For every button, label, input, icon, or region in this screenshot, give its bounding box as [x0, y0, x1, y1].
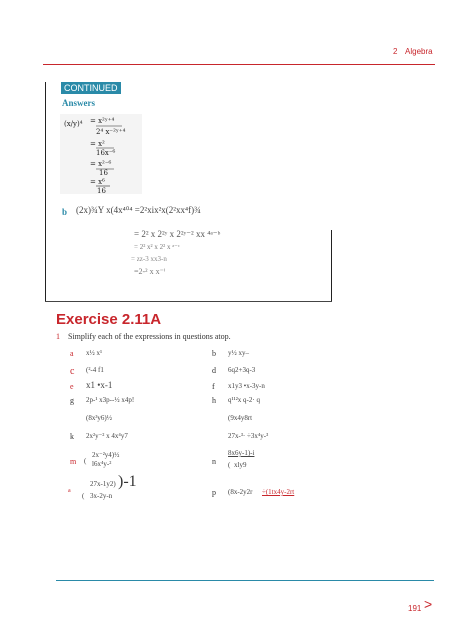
item-e-label: e [70, 382, 74, 391]
item-m-label: m [70, 457, 77, 466]
svg-text:= x²⁻⁶: = x²⁻⁶ [90, 160, 112, 168]
item-k-label: k [70, 432, 74, 441]
item-c-label: c [70, 366, 75, 377]
continued-banner: CONTINUED [61, 82, 121, 94]
svg-text:= x²: = x² [90, 140, 105, 148]
item-m-paren: ( [84, 457, 87, 465]
item-o-numerator: 27x-1y2) [90, 480, 116, 488]
item-o-paren: ( [82, 492, 85, 500]
item-n-label: n [212, 457, 216, 466]
item-n-paren: ( [228, 461, 231, 469]
item-p-expression: (8x-2y2r [228, 488, 253, 496]
item-f-expression: x1y3 •x-3y-n [228, 382, 265, 390]
next-page-arrow[interactable]: > [424, 596, 433, 612]
item-n-numerator: 8x6y-1)-i [228, 449, 255, 457]
item-b-expression: y½ xy– [228, 349, 249, 357]
header-divider [43, 64, 435, 65]
svg-text:(x/y)⁴: (x/y)⁴ [64, 120, 83, 128]
item-i-expression: (8x³y6)½ [86, 414, 113, 422]
item-a-label: a [70, 349, 74, 358]
svg-text:2⁴ x⁻²ʸ⁺⁴: 2⁴ x⁻²ʸ⁺⁴ [96, 128, 126, 136]
footer-divider [56, 580, 434, 581]
chapter-title: Algebra [405, 47, 433, 56]
part-b-step-3: = zz-3 xx3-n [131, 255, 167, 263]
question-number: 1 [56, 332, 60, 341]
item-m-denominator: l6x⁴y-² [92, 460, 112, 468]
svg-text:16: 16 [99, 169, 108, 177]
item-p-label: p [212, 488, 216, 497]
item-f-label: f [212, 382, 215, 391]
item-c-expression: (²-4 f1 [86, 366, 104, 374]
item-a-expression: x½ x¹ [86, 349, 103, 357]
item-o-denominator: 3x-2y-n [90, 492, 113, 500]
item-o-label: a [68, 488, 71, 494]
svg-text:16x⁻⁶: 16x⁻⁶ [96, 149, 116, 157]
part-b-step-2: = 2² x² x 2² x ᵃ⁻ᶜ [134, 243, 180, 251]
item-d-expression: 6q2+3q-3 [228, 366, 256, 374]
item-m-numerator: 2x⁻²y4)½ [92, 451, 120, 459]
item-g-expression: 2p-¹ x3p--½ x4p! [86, 396, 135, 404]
svg-text:= x²ʸ⁺⁴: = x²ʸ⁺⁴ [90, 117, 115, 125]
item-k-expression: 2x²y⁻² x 4x⁴y7 [86, 432, 128, 440]
item-b-label: b [212, 349, 216, 358]
svg-text:16: 16 [97, 187, 106, 194]
item-n-denominator: xly9 [234, 461, 247, 469]
question-text: Simplify each of the expressions in questions atop. [68, 332, 231, 341]
exercise-title: Exercise 2.11A [56, 311, 162, 328]
chapter-number: 2 [393, 47, 398, 56]
box-right-border [331, 230, 332, 302]
part-b-step-4: =2-² x x⁻ⁱ [134, 267, 166, 276]
worked-solution-image [60, 114, 142, 194]
item-o-exponent: )-1 [118, 473, 137, 490]
box-left-border [45, 82, 46, 302]
item-h-label: h [212, 396, 216, 405]
answers-heading: Answers [62, 98, 95, 108]
item-h-expression: q¹¹²x q-2· q [228, 396, 260, 404]
item-g-label: g [70, 396, 74, 405]
item-l-expression: 27x-³· ÷3x⁴y-³ [228, 432, 269, 440]
item-d-label: d [212, 366, 216, 375]
part-b-expression: (2x)¾Y x(4x⁴⁰⁴ =2²xix²x(2²xx⁴f)¾ [76, 205, 201, 215]
part-b-label: b [62, 207, 68, 217]
page-number: 191 [408, 604, 422, 613]
part-b-step-1: = 2² x 2²ʸ x 2²ʸ⁻² xx ⁴ᵃ⁻ᵇ [134, 229, 221, 239]
box-bottom-border [45, 301, 332, 302]
item-p-divisor: ÷(1tx4y-2rt [262, 488, 295, 496]
item-e-expression: x1 •x-1 [86, 380, 113, 390]
svg-text:= x⁶: = x⁶ [90, 178, 105, 186]
item-j-expression: (9x4y8rt [228, 414, 253, 422]
